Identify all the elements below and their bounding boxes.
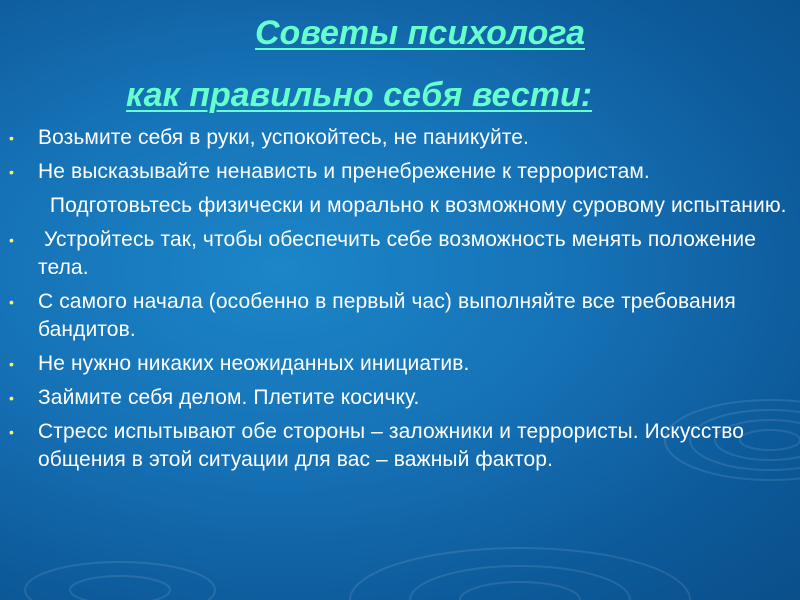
bullet-icon: • bbox=[9, 390, 15, 406]
advice-item bbox=[0, 124, 790, 152]
advice-item bbox=[0, 350, 790, 378]
slide-title: Советы психолога bbox=[255, 14, 585, 52]
slide-subtitle: как правильно себя вести: bbox=[126, 76, 593, 114]
advice-item bbox=[0, 288, 790, 344]
advice-item bbox=[0, 226, 790, 282]
bullet-icon: • bbox=[9, 294, 15, 310]
advice-item bbox=[0, 192, 790, 220]
bullet-icon: • bbox=[9, 130, 15, 146]
advice-text: Устройтесь так, чтобы обеспечить себе возможность менять положение тела. bbox=[38, 228, 762, 279]
advice-text: Подготовьтесь физически и морально к возможному суровому испытанию. bbox=[38, 194, 787, 217]
advice-item bbox=[0, 384, 790, 412]
bullet-icon: • bbox=[9, 164, 15, 180]
advice-text: Займите себя делом. Плетите косичку. bbox=[38, 386, 420, 409]
bullet-icon: • bbox=[9, 232, 15, 248]
advice-text: Не нужно никаких неожиданных инициатив. bbox=[38, 352, 470, 375]
advice-item bbox=[0, 158, 790, 186]
bullet-icon: • bbox=[9, 356, 15, 372]
advice-text: Возьмите себя в руки, успокойтесь, не паникуйте. bbox=[38, 126, 529, 149]
advice-text: Стресс испытывают обе стороны – заложники и террористы. Искусство общения в этой ситуации для вас – важный фактор. bbox=[38, 420, 750, 471]
advice-list bbox=[0, 124, 790, 480]
advice-item bbox=[0, 418, 790, 474]
advice-text: С самого начала (особенно в первый час) выполняйте все требования бандитов. bbox=[38, 290, 742, 341]
advice-text: Не высказывайте ненависть и пренебрежение к террористам. bbox=[38, 160, 650, 183]
bullet-icon: • bbox=[9, 424, 15, 440]
